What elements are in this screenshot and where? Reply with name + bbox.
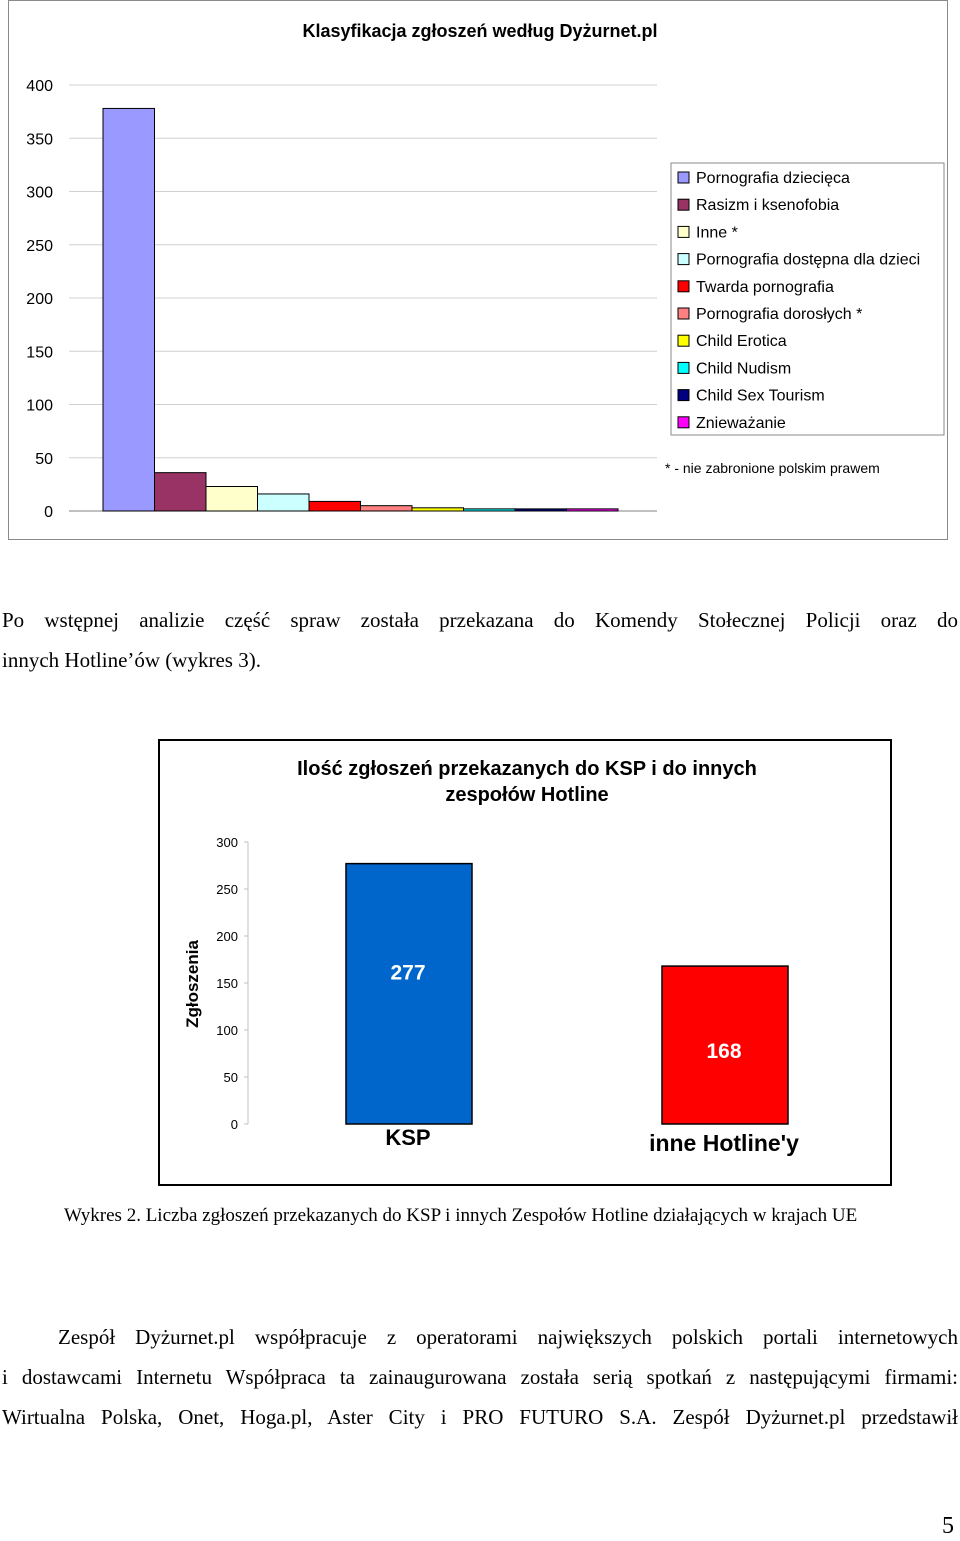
bar [361,506,413,511]
bar [309,501,361,511]
classification-chart [8,0,948,540]
legend-swatch [678,390,689,401]
legend-swatch [678,254,689,265]
bar [515,509,567,511]
bar [258,494,310,511]
page-number: 5 [942,1513,954,1539]
chart-title: Klasyfikacja zgłoszeń według Dyżurnet.pl [302,21,658,41]
y-tick-label: 250 [26,237,53,255]
bar [103,108,155,511]
y-tick-label: 300 [216,835,238,850]
bar [206,487,258,511]
legend-swatch [678,226,689,237]
legend-label: Pornografia dziecięca [696,170,850,187]
legend-swatch [678,308,689,319]
bar [567,509,619,511]
legend-label: Znieważanie [696,414,786,432]
legend-swatch [678,335,689,346]
legend-label: Twarda pornografia [696,278,834,296]
x-category-label: inne Hotline'y [649,1130,799,1156]
legend-label: Inne * [696,224,738,242]
bar [412,508,464,511]
legend-swatch [678,417,689,428]
legend-label: Child Erotica [696,333,787,351]
y-tick-label: 150 [26,344,53,362]
y-tick-label: 300 [26,184,53,202]
chart-caption: Wykres 2. Liczba zgłoszeń przekazanych do KSP i innych Zespołów Hotline działających w krajach UE [64,1205,858,1226]
referral-chart [158,739,892,1186]
y-tick-label: 150 [216,976,238,991]
y-tick-label: 200 [26,291,53,308]
legend-label: Pornografia dostępna dla dzieci [696,251,921,269]
paragraph-1-line-2: innych Hotline’ów (wykres 3). [2,648,261,672]
y-tick-label: 250 [216,882,238,897]
chart-title-line-2: zespołów Hotline [445,784,609,806]
data-label: 168 [706,1040,742,1064]
paragraph-2-line-3: Wirtualna Polska, Onet, Hoga.pl, Aster City i PRO FUTURO S.A. Zespół Dyżurnet.pl przedstawił [2,1405,958,1429]
y-axis-label: Zgłoszenia [183,940,202,1028]
paragraph-1-line-1: Po wstępnej analizie część spraw została przekazana do Komendy Stołecznej Policji oraz do [2,608,958,632]
y-tick-label: 0 [230,1117,238,1132]
x-category-label: KSP [385,1125,431,1150]
legend-swatch [678,199,689,210]
legend-swatch [678,281,689,292]
y-tick-label: 400 [26,78,53,95]
paragraph-2-line-2: i dostawcami Internetu Współpraca ta zainaugurowana została serią spotkań z następującymi firmami: [2,1365,958,1389]
y-tick-label: 0 [44,504,53,521]
chart-footnote: * - nie zabronione polskim prawem [665,460,880,476]
y-tick-label: 50 [223,1070,238,1085]
data-label: 277 [390,961,426,985]
legend-label: Pornografia dorosłych * [696,306,863,323]
y-tick-label: 350 [26,131,53,149]
bar [346,864,472,1124]
bar [464,509,516,511]
legend-label: Rasizm i ksenofobia [696,197,840,215]
bar [155,473,207,511]
y-tick-label: 50 [35,450,53,468]
referral-chart-svg [160,741,890,1184]
legend-swatch [678,172,689,183]
paragraph-2-line-1: Zespół Dyżurnet.pl współpracuje z operatorami największych polskich portali internetowych [58,1325,958,1349]
classification-chart-svg [9,1,949,541]
legend-label: Child Sex Tourism [696,387,825,405]
legend-label: Child Nudism [696,360,792,378]
legend-swatch [678,362,689,373]
y-tick-label: 100 [26,397,53,415]
chart-title-line-1: Ilość zgłoszeń przekazanych do KSP i do innych [297,758,757,780]
y-tick-label: 200 [216,929,238,944]
y-tick-label: 100 [216,1023,238,1038]
